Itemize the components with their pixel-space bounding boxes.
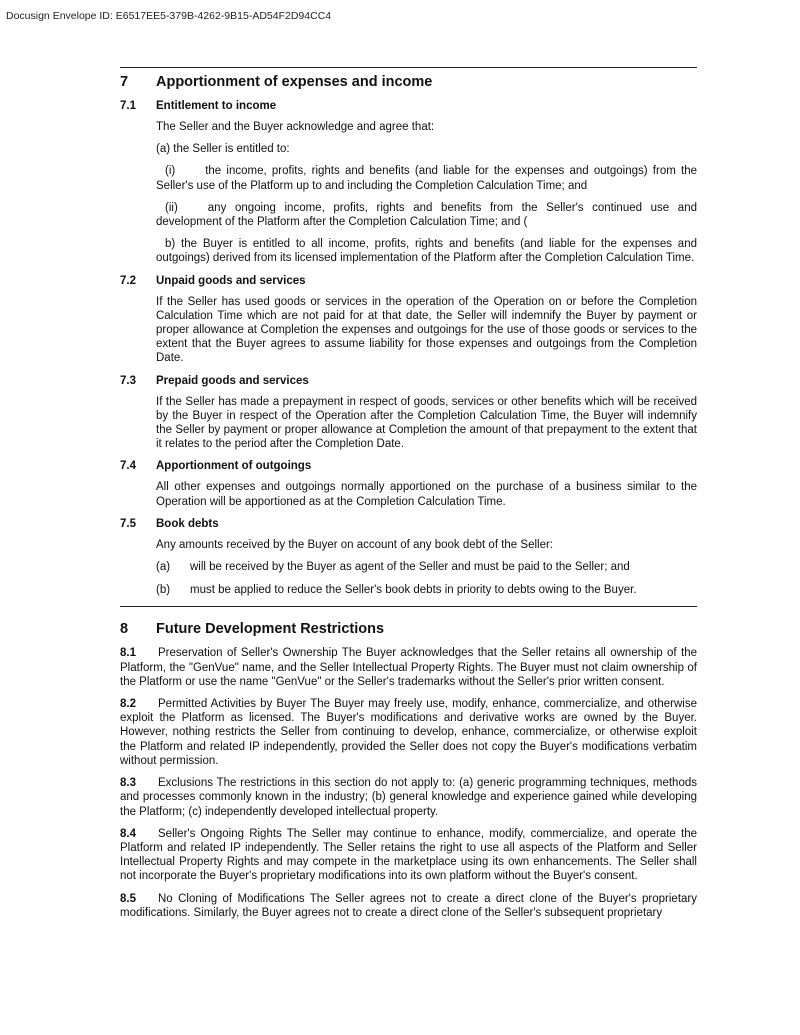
- envelope-id: Docusign Envelope ID: E6517EE5-379B-4262-9B15-AD54F2D94CC4: [6, 10, 332, 22]
- clause-text: Exclusions The restrictions in this section do not apply to: (a) generic programming techniques, methods and processes commonly known in the industry; (b) general knowledge and experience gained while developing the Platform; (c) independently developed intellectual property.: [120, 777, 697, 818]
- clause-7-2-heading: [120, 274, 697, 288]
- clause-7-5-intro: Any amounts received by the Buyer on account of any book debt of the Seller:: [156, 538, 553, 551]
- section-title: Apportionment of expenses and income: [156, 74, 433, 90]
- clause-title: Prepaid goods and services: [156, 374, 309, 387]
- item-label: (b): [156, 584, 171, 597]
- section-7-heading: [120, 74, 697, 91]
- clause-number: 8.4: [120, 827, 136, 840]
- clause-number: 8.2: [120, 698, 136, 711]
- clause-title: Unpaid goods and services: [156, 274, 306, 287]
- section-title: Future Development Restrictions: [156, 621, 385, 638]
- clause-number: 8.5: [120, 892, 136, 905]
- item-text: the income, profits, rights and benefits (and liable for the expenses and outgoings) from the Seller's use of the Platform up to and including the Completion Calculation Time; and: [156, 165, 697, 192]
- clause-7-1-a: (a) the Seller is entitled to:: [156, 143, 290, 156]
- clause-8-4: [120, 827, 697, 884]
- clause-7-5-a: [156, 560, 697, 574]
- clause-text: Seller's Ongoing Rights The Seller may continue to enhance, modify, commercialize, and operate the Platform and related IP independently. The Seller retains the right to use all aspects of the Platform and Seller Intellectual Property Rights and may compete in the marketplace using its own enhancements. The Seller shall not incorporate the Buyer's proprietary modifications into its own platform without the Buyer's consent.: [120, 827, 697, 883]
- item-text: must be applied to reduce the Seller's book debts in priority to debts owing to the Buyer.: [190, 584, 637, 597]
- section-divider: [120, 67, 697, 68]
- clause-text: No Cloning of Modifications The Seller agrees not to create a direct clone of the Buyer's proprietary modifications. Similarly, the Buyer agrees not to create a direct clone of the Seller's subsequent proprietary: [120, 892, 697, 919]
- section-divider: [120, 606, 697, 607]
- item-label: (ii): [165, 201, 178, 214]
- clause-7-1-a-ii: [156, 201, 697, 229]
- clause-title: Entitlement to income: [156, 100, 277, 112]
- clause-7-2-text: If the Seller has used goods or services in the operation of the Operation on or before the Completion Calculation Time which are not paid for at that date, the Seller will indemnify the Buyer by payment or proper allowance at Completion the expenses and outgoings for the use of those goods or services to the extent that the Buyer agrees to assume liability for those expenses and outgoings from the Completion Date.: [156, 295, 697, 365]
- item-label: (i): [165, 165, 176, 178]
- clause-7-1-intro: The Seller and the Buyer acknowledge and agree that:: [156, 121, 435, 133]
- clause-number: 8.1: [120, 647, 136, 660]
- item-text: will be received by the Buyer as agent of the Seller and must be paid to the Seller; and: [190, 561, 630, 574]
- clause-number: 7.2: [120, 274, 136, 287]
- section-8-heading: [120, 621, 697, 638]
- clause-title: Book debts: [156, 517, 219, 530]
- section-number: 7: [120, 74, 129, 90]
- clause-title: Apportionment of outgoings: [156, 460, 312, 473]
- clause-8-5: [120, 892, 697, 920]
- clause-7-1-b: b) the Buyer is entitled to all income, profits, rights and benefits (and liable for the expenses and outgoings) derived from its licensed implementation of the Platform after the Completion Calculation Time.: [156, 238, 697, 265]
- section-number: 8: [120, 621, 129, 638]
- clause-number: 8.3: [120, 777, 136, 790]
- clause-7-5-b: [156, 583, 697, 597]
- clause-7-5-heading: [120, 517, 697, 531]
- clause-8-2: [120, 697, 697, 768]
- clause-7-3-text: If the Seller has made a prepayment in respect of goods, services or other benefits which will be received by the Buyer in respect of the Operation after the Completion Calculation Time, the Buyer will indemnify the Seller by payment or proper allowance at Completion the amount of that prepayment to the extent that it relates to the period after the Completion Date.: [156, 395, 697, 451]
- clause-number: 7.4: [120, 460, 136, 473]
- clause-7-4-text: All other expenses and outgoings normally apportioned on the purchase of a business similar to the Operation will be apportioned as at the Completion Calculation Time.: [156, 481, 697, 508]
- item-text: any ongoing income, profits, rights and benefits from the Seller's continued use and development of the Platform after the Completion Calculation Time; and (: [156, 201, 697, 229]
- clause-7-3-heading: [120, 374, 697, 388]
- clause-number: 7.1: [120, 100, 136, 112]
- item-label: (a): [156, 561, 171, 574]
- document-page: [120, 67, 697, 928]
- clause-number: 7.3: [120, 374, 136, 387]
- clause-8-3: [120, 776, 697, 819]
- clause-8-1: [120, 646, 697, 689]
- clause-text: Preservation of Seller's Ownership The Buyer acknowledges that the Seller retains all ownership of the Platform, the "GenVue" name, and the Seller Intellectual Property Rights. The Buyer must not claim ownership of the Platform or use the name "GenVue" or the Seller's trademarks without the Seller's prior written consent.: [120, 647, 697, 688]
- clause-7-4-heading: [120, 459, 697, 473]
- clause-number: 7.5: [120, 517, 136, 530]
- clause-7-1-a-i: [156, 164, 697, 192]
- clause-7-1-heading: [120, 99, 697, 113]
- clause-text: Permitted Activities by Buyer The Buyer may freely use, modify, enhance, commercialize, and otherwise exploit the Platform as licensed. The Buyer's modifications and derivative works are owned by the Buyer. However, nothing restricts the Seller from continuing to develop, enhance, commercialize, or otherwise exploit the Platform and related IP independently, provided the Seller does not copy the Buyer's modifications verbatim without permission.: [120, 698, 697, 767]
